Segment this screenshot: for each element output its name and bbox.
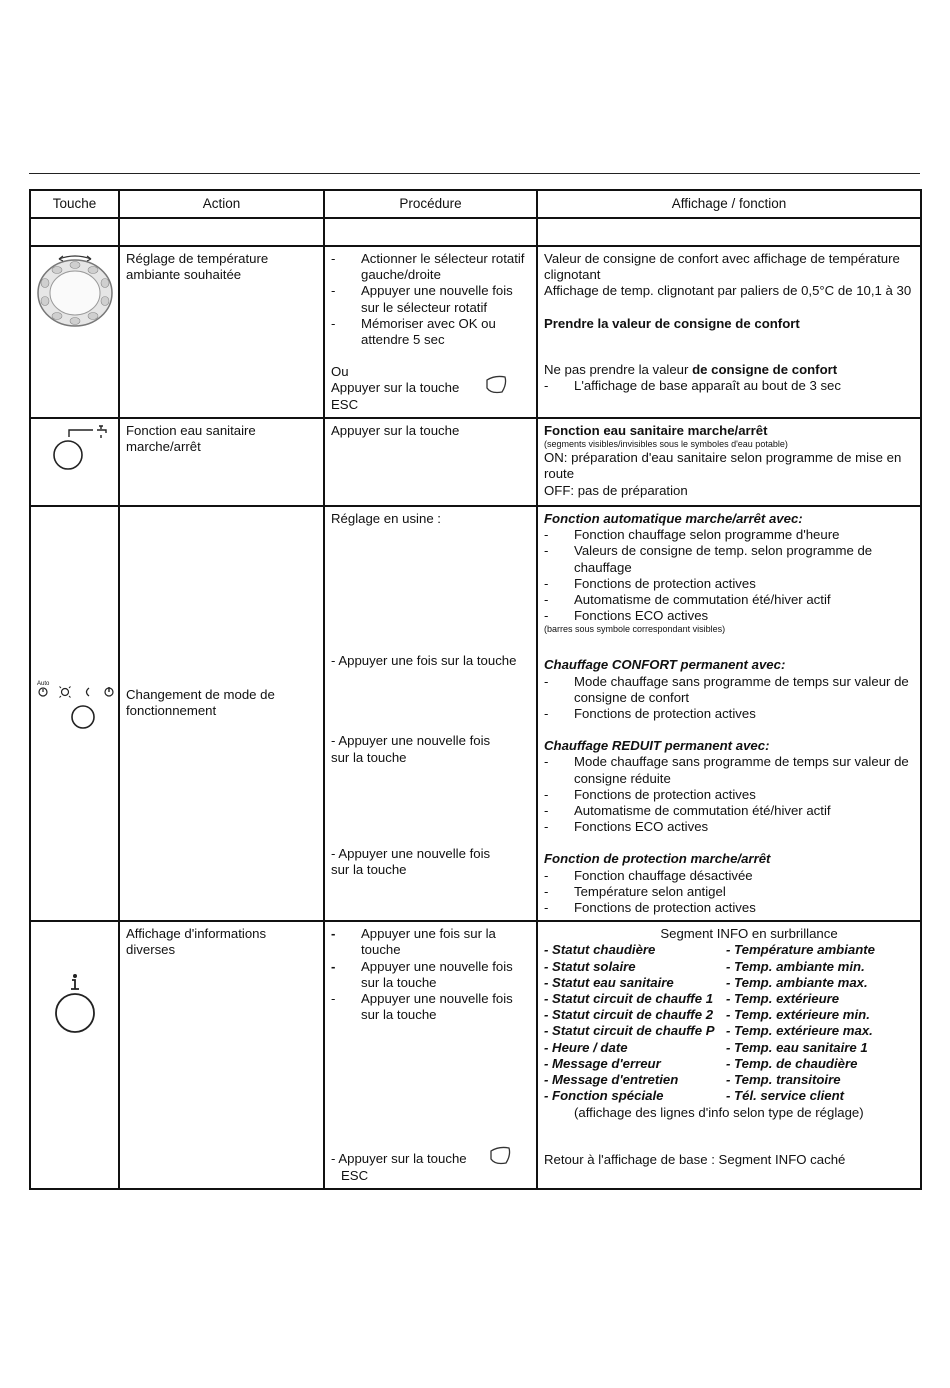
aff-ne-prendre: Ne pas prendre la valeur de consigne de confort (544, 361, 838, 377)
proc-esc-label: ESC (341, 1167, 369, 1183)
prot-title: Fonction de protection marche/arrêt (544, 851, 771, 867)
affichage-cell (537, 921, 921, 1189)
row-temperature (30, 246, 921, 418)
list-item: - Temp. de chaudière (726, 1055, 858, 1071)
proc-step: - Appuyer une nouvelle fois sur la touche (331, 733, 491, 765)
list-item: - Statut solaire (544, 958, 636, 974)
header-row (30, 190, 921, 218)
header-affichage: Affichage / fonction (537, 190, 921, 218)
top-rule (29, 173, 920, 174)
touche-cell (30, 506, 119, 921)
list-item: - Température selon antigel (544, 883, 726, 899)
list-item: - Automatisme de commutation été/hiver actif (544, 592, 831, 608)
proc-usine: Réglage en usine : (331, 511, 441, 526)
action-cell (119, 246, 324, 418)
affichage-cell (537, 418, 921, 506)
action-cell (119, 921, 324, 1189)
proc-esc-label: ESC (331, 396, 359, 412)
info-list (544, 942, 914, 1104)
list-item: - Statut chaudière (544, 942, 656, 958)
action-cell (119, 506, 324, 921)
esc-button-icon (487, 1145, 513, 1167)
list-item: - Message d'entretien (544, 1072, 679, 1088)
procedure-cell (324, 246, 537, 418)
proc-step: - Appuyer une nouvelle fois sur la touche (331, 845, 491, 878)
list-item: - Heure / date (544, 1039, 628, 1055)
action-text: Affichage d'informations diverses (126, 926, 267, 958)
list-item: - Mode chauffage sans programme de temps sur valeur de consigne réduite (544, 754, 909, 786)
row-mode (30, 506, 921, 921)
mode-button-icon (33, 685, 119, 745)
aff-prendre: Prendre la valeur de consigne de confort (544, 315, 800, 331)
action-text: Réglage de température ambiante souhaitée (126, 251, 269, 283)
list-item: - Fonctions ECO actives (544, 608, 709, 624)
affichage-cell (537, 246, 921, 418)
list-item: - Température ambiante (726, 942, 876, 958)
list-item: - Temp. transitoire (726, 1072, 841, 1088)
list-item: - Appuyer une nouvelle fois sur le sélecteur rotatif (331, 283, 513, 315)
proc-ou: Ou (331, 364, 349, 380)
aff-on: ON: préparation d'eau sanitaire selon programme de mise en route (544, 450, 902, 482)
procedure-cell (324, 506, 537, 921)
row-informations (30, 921, 921, 1189)
list-item: - Valeurs de consigne de temp. selon programme de chauffage (544, 543, 873, 575)
row-eau-sanitaire (30, 418, 921, 506)
list-item: - Statut circuit de chauffe P (544, 1023, 715, 1039)
aff-off: OFF: pas de préparation (544, 482, 688, 498)
info-title: Segment INFO en surbrillance (660, 926, 838, 942)
action-text: Changement de mode de fonctionnement (126, 687, 275, 719)
procedure-text: Appuyer sur la touche (331, 423, 460, 438)
header-procedure: Procédure (324, 190, 537, 218)
list-item: - Appuyer une nouvelle fois sur la touche (331, 958, 513, 990)
aff-title: Fonction eau sanitaire marche/arrêt (544, 423, 768, 438)
list-item: - L'affichage de base apparaît au bout de 3 sec (544, 378, 841, 394)
touche-cell (30, 921, 119, 1189)
esc-button-icon (483, 374, 509, 396)
list-item: - Tél. service client (726, 1088, 845, 1104)
proc-esc-text: - Appuyer sur la touche (331, 1151, 467, 1167)
procedure-cell (324, 921, 537, 1189)
list-item: - Statut circuit de chauffe 1 (544, 991, 714, 1007)
auto-title: Fonction automatique marche/arrêt avec: (544, 511, 803, 526)
header-touche: Touche (30, 190, 119, 218)
auto-label: Auto (37, 681, 50, 687)
list-item: - Fonction chauffage selon programme d'heure (544, 527, 840, 543)
list-item: - Fonctions de protection actives (544, 900, 756, 916)
proc-esc-text: Appuyer sur la touche (331, 380, 460, 396)
affichage-cell (537, 506, 921, 921)
rotary-selector-icon (35, 253, 115, 329)
aff-text: Valeur de consigne de confort avec affichage de température clignotant (544, 251, 900, 283)
list-item: - Statut circuit de chauffe 2 (544, 1007, 714, 1023)
procedure-cell (324, 418, 537, 506)
water-tap-button-icon (35, 423, 115, 493)
list-item: - Temp. eau sanitaire 1 (726, 1039, 868, 1055)
list-item: - Temp. ambiante min. (726, 958, 865, 974)
controls-table (29, 189, 922, 1190)
blank-row (30, 218, 921, 246)
list-item: - Fonctions de protection actives (544, 706, 756, 722)
list-item: - Temp. extérieure min. (726, 1007, 870, 1023)
aff-small: (segments visibles/invisibles sous le symboles d'eau potable) (544, 439, 788, 450)
list-item: - Fonctions ECO actives (544, 819, 709, 835)
action-text: Fonction eau sanitaire marche/arrêt (126, 423, 256, 455)
list-item: - Fonctions de protection actives (544, 575, 756, 591)
list-item: - Automatisme de commutation été/hiver actif (544, 803, 831, 819)
retour-text: Retour à l'affichage de base : Segment INFO caché (544, 1151, 846, 1167)
action-cell (119, 418, 324, 506)
header-action: Action (119, 190, 324, 218)
reduit-title: Chauffage REDUIT permanent avec: (544, 738, 770, 754)
list-item: - Mémoriser avec OK ou attendre 5 sec (331, 315, 496, 348)
list-item: - Actionner le sélecteur rotatif gauche/droite (331, 251, 525, 283)
list-item: - Fonctions de protection actives (544, 786, 756, 802)
list-item: - Appuyer une nouvelle fois sur la touche (331, 991, 513, 1023)
confort-title: Chauffage CONFORT permanent avec: (544, 657, 786, 673)
list-item: - Temp. extérieure (726, 991, 840, 1007)
list-item: - Mode chauffage sans programme de temps sur valeur de consigne de confort (544, 673, 909, 705)
list-item: - Temp. ambiante max. (726, 974, 868, 990)
list-item: - Message d'erreur (544, 1055, 661, 1071)
touche-cell (30, 246, 119, 418)
list-item: - Statut eau sanitaire (544, 974, 674, 990)
info-note: (affichage des lignes d'info selon type de réglage) (574, 1104, 864, 1120)
aff-text: Affichage de temp. clignotant par paliers de 0,5°C de 10,1 à 30 (544, 283, 912, 299)
auto-small: (barres sous symbole correspondant visibles) (544, 624, 726, 635)
list-item: - Fonction chauffage désactivée (544, 867, 753, 883)
touche-cell (30, 418, 119, 506)
proc-step: - Appuyer une fois sur la touche (331, 653, 517, 669)
list-item: - Temp. extérieure max. (726, 1023, 873, 1039)
info-button-icon (47, 968, 107, 1038)
list-item: - Appuyer une fois sur la touche (331, 926, 496, 958)
list-item: - Fonction spéciale (544, 1088, 664, 1104)
